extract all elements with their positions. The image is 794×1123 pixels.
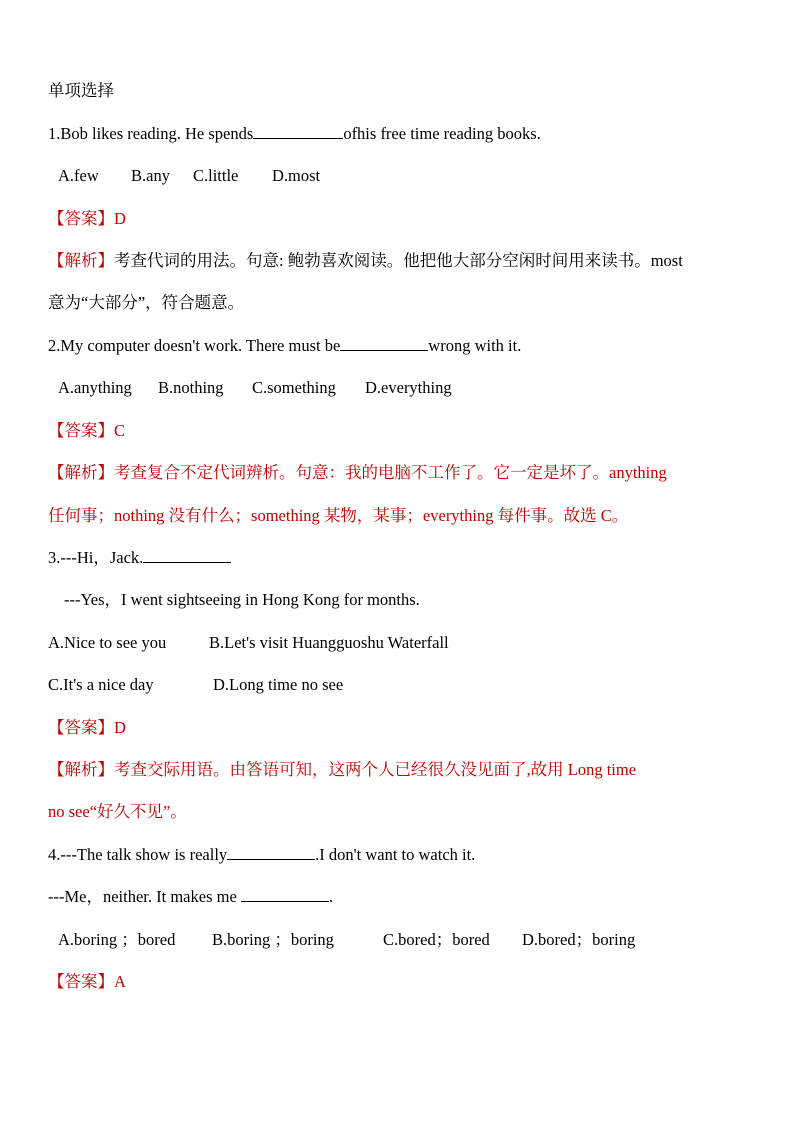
q3-option-b: B.Let's visit Huangguoshu Waterfall	[209, 633, 449, 652]
q3-analysis-label: 【解析】	[48, 760, 114, 779]
q1-option-d: D.most	[272, 166, 321, 185]
q2-analysis-cont-b: nothing 没有什么；something 某物，某事；everything 每件事。故选 C。	[114, 506, 629, 525]
q2-analysis-text: 考查复合不定代词辨析。句意：我的电脑不工作了。它一定是坏了。anything	[114, 463, 667, 482]
q4-blank	[227, 845, 315, 860]
q1-blank	[253, 124, 343, 139]
question-1-answer	[48, 208, 126, 230]
q4-option-b: B.boring ；boring	[212, 930, 334, 949]
q4-option-a: A.boring ；bored	[58, 930, 176, 949]
question-3-analysis-cont: no see“好久不见”。	[48, 802, 187, 821]
question-3-analysis	[48, 759, 636, 781]
q2-option-d: D.everything	[365, 378, 452, 397]
q2-answer-label: 【答案】	[48, 421, 114, 440]
q3-analysis-text: 考查交际用语。由答语可知，这两个人已经很久没见面了,故用 Long time	[114, 760, 637, 779]
q1-answer-value: D	[114, 209, 126, 228]
question-4-options	[58, 929, 635, 951]
q1-stem-end: ofhis free time reading books.	[343, 124, 541, 143]
question-3-stem	[48, 547, 231, 569]
question-1-analysis	[48, 250, 683, 272]
q4-option-c: C.bored；bored	[383, 930, 490, 949]
question-4-reply	[48, 886, 333, 908]
q4-stem-end: .I don't want to watch it.	[315, 845, 476, 864]
q2-option-b: B.nothing	[158, 378, 224, 397]
question-1-stem	[48, 123, 541, 145]
q1-stem-start: 1.Bob likes reading. He spends	[48, 124, 254, 143]
section-title: 单项选择	[48, 81, 114, 100]
q2-option-c: C.something	[252, 378, 336, 397]
q3-stem-start: 3.---Hi，Jack.	[48, 548, 144, 567]
q4-reply-blank	[241, 887, 329, 902]
q3-answer-label: 【答案】	[48, 718, 114, 737]
question-3-options-row-1	[48, 632, 449, 654]
q2-option-a: A.anything	[58, 378, 132, 397]
q4-answer-value: A	[114, 972, 126, 991]
q1-analysis-text: 考查代词的用法。句意: 鲍勃喜欢阅读。他把他大部分空闲时间用来读书。most	[114, 251, 683, 270]
q1-answer-label: 【答案】	[48, 209, 114, 228]
q3-answer-value: D	[114, 718, 126, 737]
question-2-options	[58, 377, 452, 399]
q1-option-a: A.few	[58, 166, 99, 185]
q4-option-d: D.bored；boring	[522, 930, 636, 949]
q2-analysis-label: 【解析】	[48, 463, 114, 482]
q2-blank	[340, 336, 428, 351]
question-4-stem	[48, 844, 475, 866]
q2-answer-value: C	[114, 421, 126, 440]
q4-answer-label: 【答案】	[48, 972, 114, 991]
question-2-answer	[48, 420, 125, 442]
q2-stem-end: wrong with it.	[428, 336, 522, 355]
question-2-analysis-cont	[48, 505, 628, 527]
q3-option-c: C.It's a nice day	[48, 675, 154, 694]
question-2-analysis	[48, 462, 667, 484]
question-3-options-row-2	[48, 674, 343, 696]
q3-blank	[143, 548, 231, 563]
q4-reply-end: .	[328, 887, 334, 906]
q4-stem-start: 4.---The talk show is really	[48, 845, 228, 864]
q3-option-d: D.Long time no see	[213, 675, 344, 694]
q1-option-c: C.little	[193, 166, 239, 185]
question-1-options	[58, 165, 320, 187]
question-4-answer	[48, 971, 126, 993]
q1-option-b: B.any	[131, 166, 170, 185]
q2-stem-start: 2.My computer doesn't work. There must be	[48, 336, 341, 355]
question-1-analysis-cont: 意为“大部分”，符合题意。	[48, 293, 245, 312]
q1-analysis-label: 【解析】	[48, 251, 114, 270]
question-3-reply: ---Yes，I went sightseeing in Hong Kong for months.	[64, 590, 420, 609]
question-3-answer	[48, 717, 126, 739]
question-2-stem	[48, 335, 521, 357]
q2-analysis-cont-a: 任何事；	[48, 506, 114, 525]
q4-reply-text: ---Me，neither. It makes me	[48, 887, 237, 906]
q3-option-a: A.Nice to see you	[48, 633, 167, 652]
